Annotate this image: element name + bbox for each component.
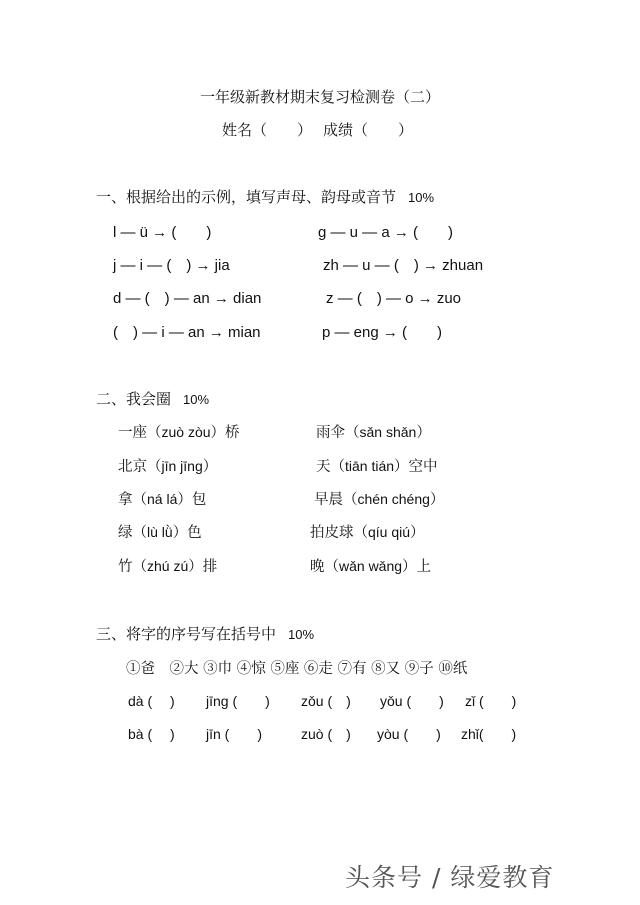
section1-percent: 10% <box>408 190 435 205</box>
page-title: 一年级新教材期末复习检测卷（二） <box>200 88 441 106</box>
s3-row2-4: yòu ( ) <box>377 726 441 742</box>
s3-row2-1: bà ( ) <box>128 726 175 742</box>
s2-left-4: 绿（lù lǜ）色 <box>118 524 202 541</box>
s3-row1-3: zǒu ( ) <box>301 693 351 709</box>
section2-percent: 10% <box>183 392 210 407</box>
s1-left-2: j — i — ( ) → jia <box>113 257 230 274</box>
s2-right-5: 晚（wǎn wǎng）上 <box>310 558 432 575</box>
s1-left-3: d — ( ) — an → dian <box>113 290 262 307</box>
section1-title: 一、根据给出的示例，填写声母、韵母或音节 <box>96 188 397 206</box>
s1-left-4: ( ) — i — an → mian <box>113 324 261 341</box>
s2-right-4: 拍皮球（qíu qiú） <box>310 524 425 541</box>
s2-left-5: 竹（zhú zú）排 <box>118 558 218 575</box>
s2-left-2: 北京（jīn jīng） <box>118 458 218 475</box>
s1-right-2: zh — u — ( ) → zhuan <box>323 257 484 274</box>
section2-heading <box>96 388 209 409</box>
section3-title: 三、将字的序号写在括号中 <box>96 625 277 643</box>
s2-right-3: 早晨（chén chéng） <box>314 491 445 508</box>
s1-right-3: z — ( ) — o → zuo <box>326 290 462 307</box>
s2-right-2: 天（tiān tián）空中 <box>316 458 438 475</box>
s3-row2-5: zhǐ( ) <box>461 726 517 742</box>
name-field: 姓名（ ） <box>222 121 313 139</box>
s3-row1-4: yǒu ( ) <box>380 693 444 709</box>
section3-heading <box>96 623 314 644</box>
s1-right-1: g — u — a → ( ) <box>318 224 454 241</box>
s2-right-1: 雨伞（sǎn shǎn） <box>316 424 431 441</box>
s3-row2-2: jīn ( ) <box>206 726 262 742</box>
s3-row2-3: zuò ( ) <box>301 726 351 742</box>
s3-row1-1: dà ( ) <box>128 693 175 709</box>
section2-title: 二、我会圈 <box>96 390 172 408</box>
s3-row1-2: jīng ( ) <box>206 693 270 709</box>
section3-percent: 10% <box>288 627 315 642</box>
s1-right-4: p — eng → ( ) <box>322 324 443 341</box>
score-field: 成绩（ ） <box>323 121 414 139</box>
section1-heading <box>96 186 434 207</box>
watermark: 头条号 / 绿爱教育 <box>345 863 555 892</box>
character-list: ①爸 ②大 ③巾 ④惊 ⑤座 ⑥走 ⑦有 ⑧又 ⑨子 ⑩纸 <box>126 661 468 677</box>
s2-left-1: 一座（zuò zòu）桥 <box>118 424 240 441</box>
s3-row1-5: zǐ ( ) <box>465 693 517 709</box>
s2-left-3: 拿（ná lá）包 <box>118 491 207 508</box>
s1-left-1: l — ü → ( ) <box>113 224 212 241</box>
